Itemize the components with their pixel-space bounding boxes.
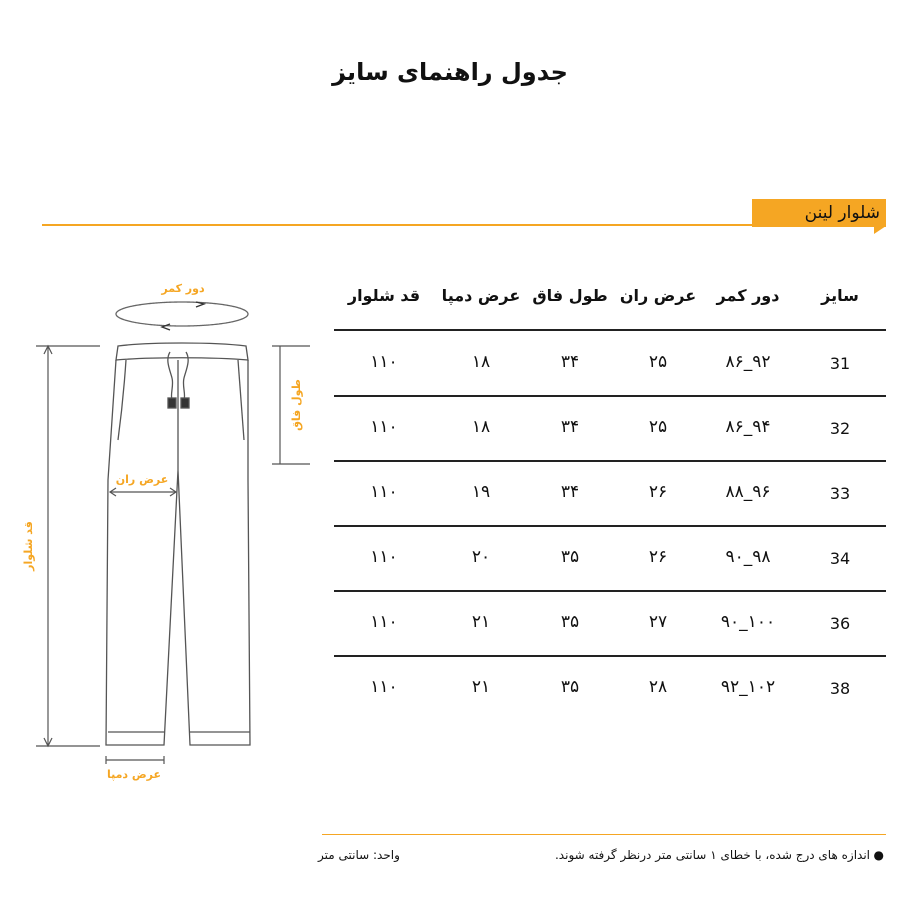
cell-length: ۱۱۰ — [370, 547, 398, 567]
cell-waist: ۸۶_۹۲ — [725, 352, 771, 372]
length-label: قد شلوار — [22, 521, 35, 571]
header-thigh: عرض ران — [619, 286, 697, 305]
header-size: سایز — [821, 286, 859, 305]
footer-divider — [322, 834, 886, 835]
header-rise: طول فاق — [532, 286, 608, 305]
cell-hem: ۱۸ — [471, 417, 491, 437]
cell-size: 33 — [829, 484, 851, 503]
row-divider — [334, 329, 886, 331]
cell-size: 34 — [829, 549, 851, 568]
product-tab-tail — [874, 226, 886, 234]
cell-hem: ۲۰ — [471, 547, 491, 567]
waist-label: دور کمر — [161, 282, 205, 295]
length-dimension — [36, 346, 100, 746]
cell-size: 31 — [829, 354, 851, 373]
header-waist: دور کمر — [716, 286, 780, 305]
cell-rise: ۳۵ — [560, 612, 580, 632]
cell-rise: ۳۴ — [560, 352, 580, 372]
cell-size: 32 — [829, 419, 851, 438]
cell-rise: ۳۴ — [560, 482, 580, 502]
hem-dimension — [106, 756, 164, 764]
product-name-tab: شلوار لینن — [752, 199, 886, 227]
header-length: قد شلوار — [347, 286, 421, 305]
cell-waist: ۹۲_۱۰۲ — [720, 677, 776, 697]
tolerance-note: اندازه های درج شده، با خطای ۱ سانتی متر درنظر گرفته شوند. — [554, 848, 870, 862]
cell-length: ۱۱۰ — [370, 612, 398, 632]
cell-thigh: ۲۵ — [648, 417, 668, 437]
cell-waist: ۸۶_۹۴ — [725, 417, 771, 437]
cell-thigh: ۲۷ — [648, 612, 668, 632]
cell-length: ۱۱۰ — [370, 482, 398, 502]
cell-thigh: ۲۶ — [648, 547, 668, 567]
waist-ellipse — [116, 302, 248, 326]
cell-size: 38 — [829, 679, 851, 698]
cell-hem: ۱۹ — [471, 482, 491, 502]
thigh-dimension — [110, 488, 176, 496]
cell-rise: ۳۵ — [560, 677, 580, 697]
rise-label: طول فاق — [290, 379, 303, 431]
cell-thigh: ۲۸ — [648, 677, 668, 697]
header-hem: عرض دمپا — [441, 286, 521, 305]
cell-thigh: ۲۶ — [648, 482, 668, 502]
cell-waist: ۹۰_۱۰۰ — [720, 612, 776, 632]
thigh-label: عرض ران — [115, 473, 169, 486]
cell-waist: ۹۰_۹۸ — [725, 547, 771, 567]
cell-hem: ۲۱ — [471, 612, 491, 632]
pants-diagram — [0, 260, 320, 800]
pants-outline — [106, 343, 250, 745]
cell-hem: ۲۱ — [471, 677, 491, 697]
row-divider — [334, 655, 886, 657]
cell-rise: ۳۵ — [560, 547, 580, 567]
cell-length: ۱۱۰ — [370, 677, 398, 697]
cell-size: 36 — [829, 614, 851, 633]
row-divider — [334, 395, 886, 397]
cell-thigh: ۲۵ — [648, 352, 668, 372]
row-divider — [334, 590, 886, 592]
unit-note: واحد: سانتی متر — [318, 848, 400, 862]
cell-rise: ۳۴ — [560, 417, 580, 437]
section-divider — [42, 224, 848, 226]
cell-length: ۱۱۰ — [370, 417, 398, 437]
cell-waist: ۸۸_۹۶ — [725, 482, 771, 502]
bullet-icon: ● — [873, 848, 884, 862]
row-divider — [334, 525, 886, 527]
page-title: جدول راهنمای سایز — [332, 58, 568, 86]
row-divider — [334, 460, 886, 462]
hem-label: عرض دمپا — [106, 768, 162, 781]
cell-hem: ۱۸ — [471, 352, 491, 372]
cell-length: ۱۱۰ — [370, 352, 398, 372]
